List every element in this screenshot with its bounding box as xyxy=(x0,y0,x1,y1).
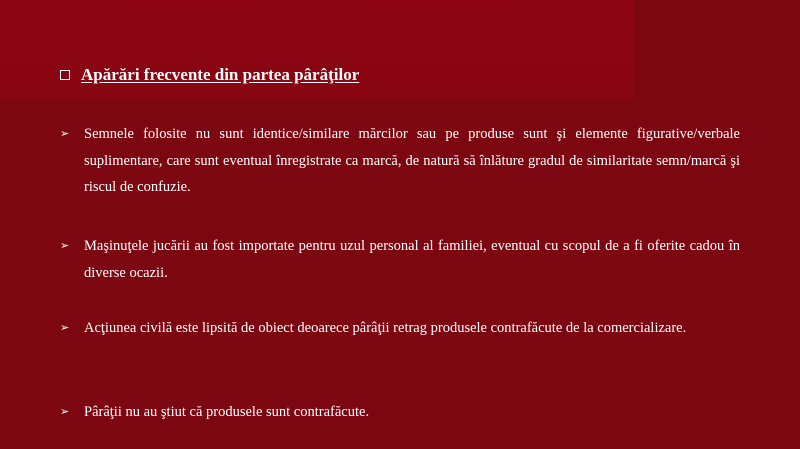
list-item xyxy=(60,399,740,426)
slide-heading xyxy=(60,65,359,85)
checkbox-bullet-icon xyxy=(60,70,70,80)
arrow-bullet-icon: ➢ xyxy=(60,240,70,252)
arrow-bullet-icon: ➢ xyxy=(60,406,70,418)
arrow-bullet-icon: ➢ xyxy=(60,322,70,334)
bullet-text: Maşinuţele jucării au fost importate pentru uzul personal al familiei, eventual cu scopul de a fi oferite cadou în diverse ocazii. xyxy=(84,238,740,281)
arrow-bullet-icon: ➢ xyxy=(60,128,70,140)
bullet-text: Acţiunea civilă este lipsită de obiect deoarece pârâţii retrag produsele contrafăcute de la comercializare. xyxy=(84,320,687,336)
list-item xyxy=(60,233,740,286)
list-item xyxy=(60,315,740,368)
bullet-text: Pârâţii nu au ştiut că produsele sunt contrafăcute. xyxy=(84,404,370,420)
bullet-text: Semnele folosite nu sunt identice/similare mărcilor sau pe produse sunt şi elemente figurative/verbale suplimentare, care sunt eventual înregistrate ca marcă, de natură să înlăture gradul de similaritate semn/marcă şi riscul de confuzie. xyxy=(84,126,740,195)
bullet-list xyxy=(60,121,740,426)
heading-title: Apărări frecvente din partea pârâţilor xyxy=(81,65,360,84)
list-item xyxy=(60,121,740,202)
